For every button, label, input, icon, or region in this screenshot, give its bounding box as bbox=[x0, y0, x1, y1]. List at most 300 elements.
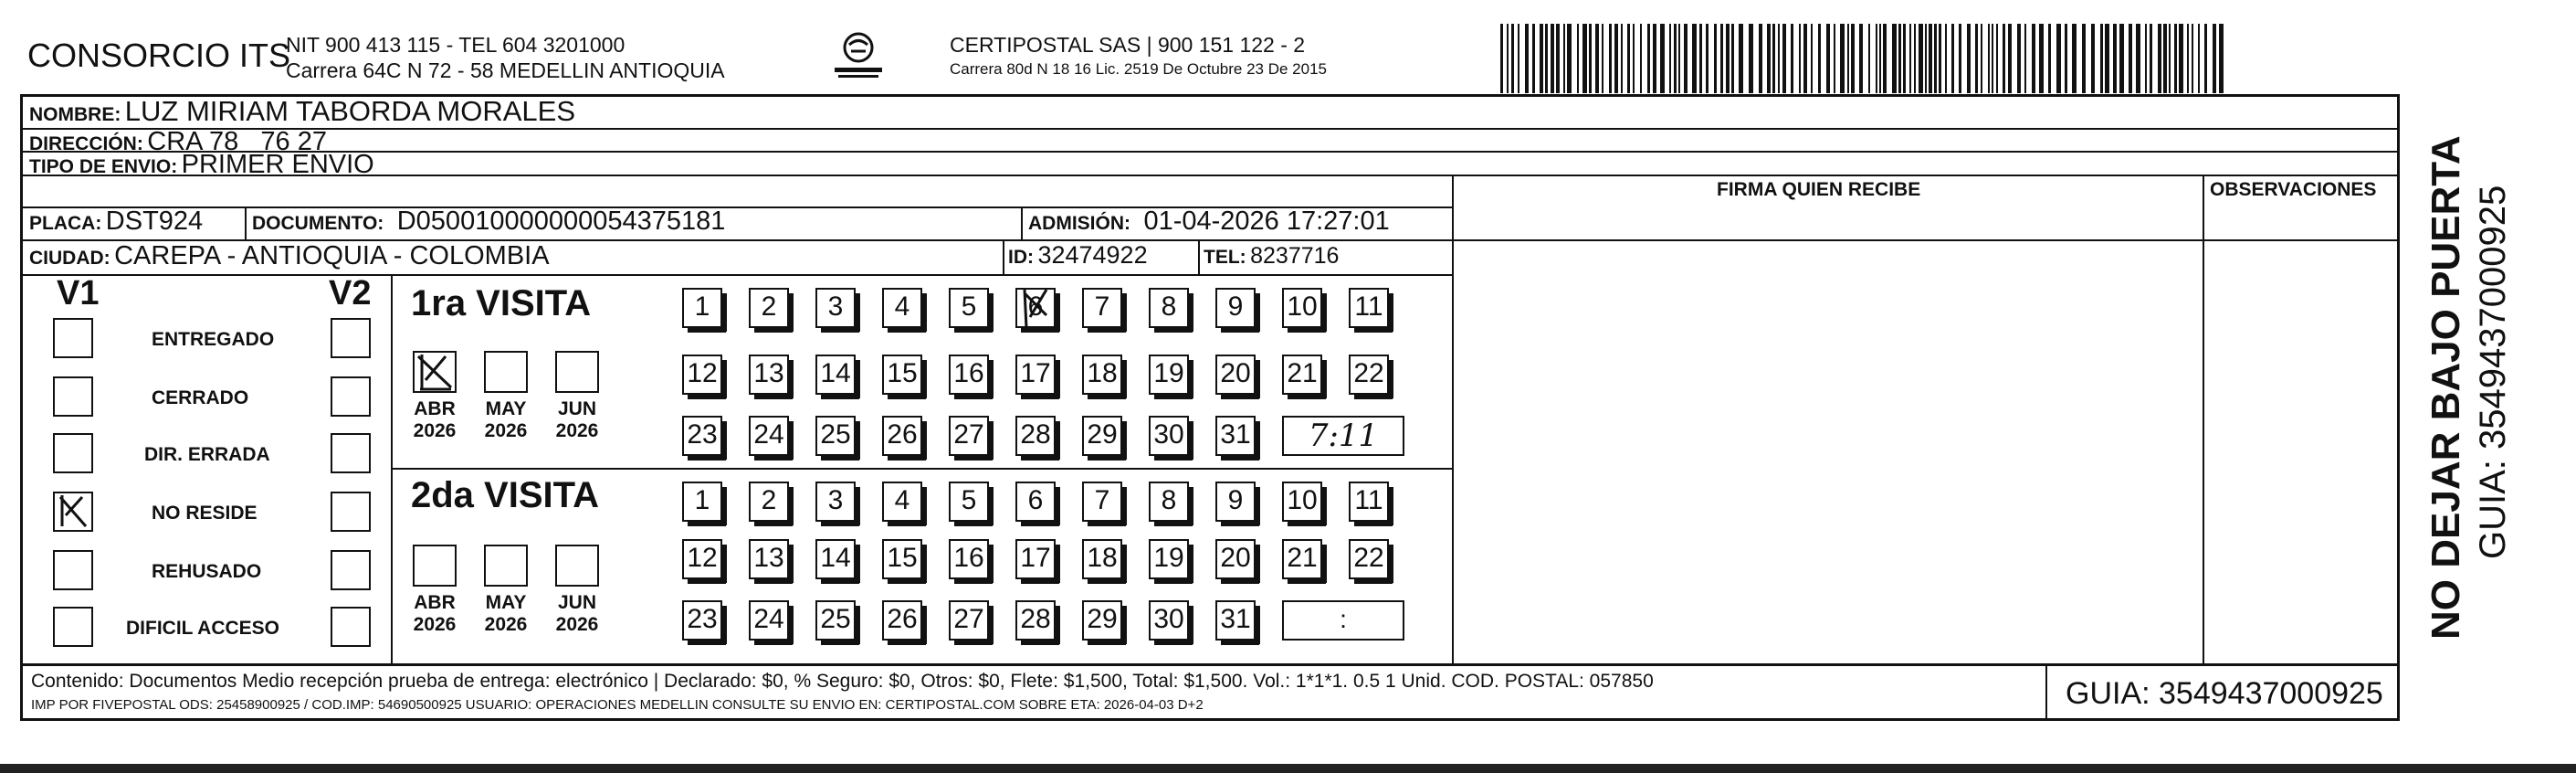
barcode-bar bbox=[1967, 24, 1971, 93]
ciudad-value: CAREPA - ANTIOQUIA - COLOMBIA bbox=[114, 241, 550, 270]
visit2-title: 2da VISITA bbox=[411, 475, 599, 515]
day-box-16[interactable]: 16 bbox=[949, 355, 989, 395]
month-year: 2026 bbox=[484, 614, 528, 635]
observaciones-header: OBSERVACIONES bbox=[2210, 179, 2377, 200]
month-checkbox-jun[interactable] bbox=[555, 545, 599, 587]
day-box-24[interactable]: 24 bbox=[749, 600, 789, 641]
box-shadow bbox=[922, 421, 927, 460]
check-mark-icon bbox=[415, 353, 455, 391]
tel-row bbox=[1204, 243, 1339, 270]
status-label: NO RESIDE bbox=[152, 503, 258, 524]
box-shadow bbox=[856, 421, 860, 460]
box-shadow bbox=[1088, 579, 1126, 584]
status-label: DIFICIL ACCESO bbox=[126, 618, 280, 639]
barcode-bar bbox=[1791, 24, 1793, 93]
side-guia: GUIA: 3549437000925 bbox=[2473, 185, 2513, 559]
day-box-3[interactable]: 3 bbox=[815, 288, 856, 328]
barcode-bar bbox=[2105, 24, 2109, 93]
box-shadow bbox=[722, 606, 727, 644]
box-shadow bbox=[954, 328, 993, 333]
bottom-edge bbox=[0, 764, 2576, 773]
admision-label: ADMISIÓN: bbox=[1028, 213, 1130, 234]
day-box-6[interactable]: 6 bbox=[1015, 482, 1056, 522]
day-box-25[interactable]: 25 bbox=[815, 416, 856, 456]
box-shadow bbox=[954, 641, 993, 645]
day-box-26[interactable]: 26 bbox=[882, 600, 922, 641]
status-v1-checkbox[interactable] bbox=[53, 607, 93, 647]
box-shadow bbox=[1122, 545, 1127, 583]
day-box-29[interactable]: 29 bbox=[1082, 416, 1122, 456]
box-shadow bbox=[789, 293, 794, 332]
day-box-13[interactable]: 13 bbox=[749, 355, 789, 395]
day-box-19[interactable]: 19 bbox=[1149, 539, 1189, 579]
barcode-bar bbox=[1909, 24, 1911, 93]
box-shadow bbox=[922, 545, 927, 583]
day-box-30[interactable]: 30 bbox=[1149, 416, 1189, 456]
month-checkbox-may[interactable] bbox=[484, 545, 528, 587]
day-box-2[interactable]: 2 bbox=[749, 482, 789, 522]
box-shadow bbox=[722, 293, 727, 332]
footer-imp: IMP POR FIVEPOSTAL ODS: 25458900925 / COD.IMP: 54690500925 USUARIO: OPERACIONES MEDELLIN CONSULTE SU ENVIO EN: CERTIPOSTAL.COM SOBRE ETA: 2026-04-03 D+2 bbox=[31, 697, 1204, 713]
visit1-title: 1ra VISITA bbox=[411, 283, 592, 323]
day-box-28[interactable]: 28 bbox=[1015, 600, 1056, 641]
month-name: JUN bbox=[557, 592, 596, 613]
status-v1-checkbox[interactable] bbox=[53, 318, 93, 358]
box-shadow bbox=[1122, 606, 1127, 644]
company-nit: NIT 900 413 115 - TEL 604 3201000 bbox=[286, 33, 626, 57]
box-shadow bbox=[1122, 293, 1127, 332]
barcode-bar bbox=[2158, 24, 2161, 93]
day-box-20[interactable]: 20 bbox=[1215, 355, 1256, 395]
barcode-bar bbox=[1811, 24, 1813, 93]
box-shadow bbox=[1354, 328, 1393, 333]
box-shadow bbox=[1389, 360, 1393, 398]
day-box-8[interactable]: 8 bbox=[1149, 288, 1189, 328]
month-checkbox-abr[interactable] bbox=[413, 545, 457, 587]
barcode-bar bbox=[1714, 24, 1717, 93]
box-shadow bbox=[954, 579, 993, 584]
direccion-label: DIRECCIÓN: bbox=[29, 133, 143, 154]
box-shadow bbox=[1354, 395, 1393, 399]
barcode-bar bbox=[2174, 24, 2177, 93]
box-shadow bbox=[1088, 641, 1126, 645]
barcode-bar bbox=[1981, 24, 1982, 93]
footer-content: Contenido: Documentos Medio recepción prueba de entrega: electrónico | Declarado: $0, % Seguro: $0, Otros: $0, Flete: $1,500, Total: $1,500. Vol.: 1*1*1. 0.5 1 Unid. COD. POSTAL: 057850 bbox=[31, 671, 1654, 692]
day-box-19[interactable]: 19 bbox=[1149, 355, 1189, 395]
barcode-bar bbox=[1577, 24, 1579, 93]
box-shadow bbox=[1021, 395, 1059, 399]
box-shadow bbox=[1154, 328, 1193, 333]
day-box-30[interactable]: 30 bbox=[1149, 600, 1189, 641]
barcode-bar bbox=[1674, 24, 1677, 93]
barcode-bar bbox=[1589, 24, 1592, 93]
month-year: 2026 bbox=[555, 420, 599, 441]
box-shadow bbox=[789, 487, 794, 525]
box-shadow bbox=[1189, 606, 1193, 644]
box-shadow bbox=[1288, 579, 1326, 584]
barcode-bar bbox=[1678, 24, 1680, 93]
box-shadow bbox=[1021, 328, 1059, 333]
box-shadow bbox=[1088, 522, 1126, 526]
box-shadow bbox=[722, 545, 727, 583]
tipo-row bbox=[29, 150, 374, 180]
month-name: MAY bbox=[485, 592, 527, 613]
box-shadow bbox=[1389, 487, 1393, 525]
ciudad-row bbox=[29, 241, 550, 271]
box-shadow bbox=[1056, 360, 1060, 398]
day-box-17[interactable]: 17 bbox=[1015, 355, 1056, 395]
barcode-bar bbox=[1988, 24, 1990, 93]
box-shadow bbox=[1322, 360, 1327, 398]
day-box-7[interactable]: 7 bbox=[1082, 288, 1122, 328]
month-name: MAY bbox=[485, 398, 527, 419]
day-box-23[interactable]: 23 bbox=[682, 600, 722, 641]
barcode bbox=[1500, 24, 2228, 93]
box-shadow bbox=[856, 606, 860, 644]
box-shadow bbox=[754, 641, 793, 645]
month-name: JUN bbox=[557, 398, 596, 419]
box-shadow bbox=[1322, 545, 1327, 583]
placa-value: DST924 bbox=[105, 206, 204, 236]
day-box-27[interactable]: 27 bbox=[949, 416, 989, 456]
barcode-bar bbox=[2198, 24, 2200, 93]
month-label bbox=[478, 592, 533, 636]
barcode-bar bbox=[1614, 24, 1618, 93]
barcode-bar bbox=[1507, 24, 1509, 93]
box-shadow bbox=[722, 421, 727, 460]
box-shadow bbox=[754, 456, 793, 461]
day-box-11[interactable]: 11 bbox=[1349, 482, 1389, 522]
barcode-bar bbox=[1799, 24, 1801, 93]
day-box-18[interactable]: 18 bbox=[1082, 355, 1122, 395]
id-value: 32474922 bbox=[1037, 241, 1148, 269]
box-shadow bbox=[1088, 456, 1126, 461]
barcode-bar bbox=[1525, 24, 1529, 93]
barcode-bar bbox=[1834, 24, 1835, 93]
barcode-bar bbox=[1939, 24, 1941, 93]
ciudad-label: CIUDAD: bbox=[29, 248, 110, 269]
box-shadow bbox=[1288, 395, 1326, 399]
v1-label: V1 bbox=[57, 274, 100, 312]
day-box-22[interactable]: 22 bbox=[1349, 355, 1389, 395]
day-box-12[interactable]: 12 bbox=[682, 539, 722, 579]
barcode-bar bbox=[1609, 24, 1612, 93]
box-shadow bbox=[789, 606, 794, 644]
barcode-bar bbox=[1934, 24, 1937, 93]
barcode-bar bbox=[1669, 24, 1671, 93]
box-shadow bbox=[1221, 522, 1259, 526]
box-shadow bbox=[1056, 606, 1060, 644]
barcode-bar bbox=[1898, 24, 1901, 93]
box-shadow bbox=[856, 360, 860, 398]
barcode-bar bbox=[2091, 24, 2095, 93]
status-label: ENTREGADO bbox=[152, 329, 275, 350]
barcode-bar bbox=[1772, 24, 1775, 93]
day-box-11[interactable]: 11 bbox=[1349, 288, 1389, 328]
day-box-4[interactable]: 4 bbox=[882, 482, 922, 522]
box-shadow bbox=[1154, 641, 1193, 645]
barcode-bar bbox=[2204, 24, 2207, 93]
barcode-bar bbox=[2100, 24, 2103, 93]
box-shadow bbox=[954, 456, 993, 461]
barcode-bar bbox=[1511, 24, 1514, 93]
status-v1-checkbox[interactable] bbox=[53, 376, 93, 417]
box-shadow bbox=[856, 293, 860, 332]
day-box-13[interactable]: 13 bbox=[749, 539, 789, 579]
barcode-bar bbox=[1782, 24, 1786, 93]
tel-value: 8237716 bbox=[1250, 243, 1340, 269]
barcode-bar bbox=[1945, 24, 1947, 93]
day-box-5[interactable]: 5 bbox=[949, 482, 989, 522]
month-label bbox=[478, 398, 533, 442]
status-v2-checkbox[interactable] bbox=[331, 376, 371, 417]
box-shadow bbox=[1088, 395, 1126, 399]
barcode-bar bbox=[2119, 24, 2124, 93]
barcode-bar bbox=[1684, 24, 1688, 93]
box-shadow bbox=[754, 522, 793, 526]
status-v2-checkbox[interactable] bbox=[331, 550, 371, 590]
barcode-bar bbox=[1500, 24, 1503, 93]
month-checkbox-abr[interactable] bbox=[413, 351, 457, 393]
status-v2-checkbox[interactable] bbox=[331, 433, 371, 473]
barcode-bar bbox=[1851, 24, 1855, 93]
status-label: CERRADO bbox=[152, 387, 249, 408]
barcode-bar bbox=[1959, 24, 1961, 93]
carrier-logo bbox=[829, 29, 888, 82]
barcode-bar bbox=[1660, 24, 1665, 93]
month-checkbox-jun[interactable] bbox=[555, 351, 599, 393]
box-shadow bbox=[1122, 360, 1127, 398]
company-name: CONSORCIO ITS bbox=[27, 37, 291, 74]
day-box-1[interactable]: 1 bbox=[682, 482, 722, 522]
day-box-14[interactable]: 14 bbox=[815, 355, 856, 395]
footer-guia: GUIA: 3549437000925 bbox=[2066, 676, 2383, 711]
day-box-2[interactable]: 2 bbox=[749, 288, 789, 328]
barcode-bar bbox=[2065, 24, 2067, 93]
box-shadow bbox=[888, 456, 926, 461]
day-box-9[interactable]: 9 bbox=[1215, 288, 1256, 328]
barcode-bar bbox=[2163, 24, 2167, 93]
box-shadow bbox=[1154, 456, 1193, 461]
box-shadow bbox=[688, 522, 726, 526]
box-shadow bbox=[1021, 579, 1059, 584]
barcode-bar bbox=[1929, 24, 1932, 93]
box-shadow bbox=[1056, 421, 1060, 460]
box-shadow bbox=[821, 395, 859, 399]
status-v2-checkbox[interactable] bbox=[331, 318, 371, 358]
barcode-bar bbox=[2129, 24, 2132, 93]
box-shadow bbox=[1056, 545, 1060, 583]
day-box-7[interactable]: 7 bbox=[1082, 482, 1122, 522]
day-box-17[interactable]: 17 bbox=[1015, 539, 1056, 579]
box-shadow bbox=[722, 487, 727, 525]
box-shadow bbox=[856, 487, 860, 525]
barcode-bar bbox=[2032, 24, 2035, 93]
month-label bbox=[550, 592, 605, 636]
barcode-bar bbox=[1951, 24, 1954, 93]
barcode-bar bbox=[1726, 24, 1730, 93]
barcode-bar bbox=[1556, 24, 1560, 93]
day-box-20[interactable]: 20 bbox=[1215, 539, 1256, 579]
barcode-bar bbox=[1879, 24, 1881, 93]
box-shadow bbox=[688, 579, 726, 584]
barcode-bar bbox=[2024, 24, 2026, 93]
status-v2-checkbox[interactable] bbox=[331, 607, 371, 647]
barcode-bar bbox=[1692, 24, 1697, 93]
day-box-9[interactable]: 9 bbox=[1215, 482, 1256, 522]
barcode-bar bbox=[1992, 24, 1993, 93]
barcode-bar bbox=[1859, 24, 1863, 93]
barcode-bar bbox=[1731, 24, 1734, 93]
day-box-3[interactable]: 3 bbox=[815, 482, 856, 522]
day-box-24[interactable]: 24 bbox=[749, 416, 789, 456]
box-shadow bbox=[888, 522, 926, 526]
tipo-label: TIPO DE ENVIO: bbox=[29, 156, 178, 177]
barcode-bar bbox=[1826, 24, 1830, 93]
box-shadow bbox=[888, 395, 926, 399]
barcode-bar bbox=[1868, 24, 1870, 93]
barcode-bar bbox=[1653, 24, 1656, 93]
box-shadow bbox=[1021, 641, 1059, 645]
box-shadow bbox=[1021, 522, 1059, 526]
box-shadow bbox=[922, 293, 927, 332]
box-shadow bbox=[1256, 487, 1260, 525]
box-shadow bbox=[1322, 487, 1327, 525]
status-v1-checkbox[interactable] bbox=[53, 550, 93, 590]
box-shadow bbox=[1256, 421, 1260, 460]
day-box-18[interactable]: 18 bbox=[1082, 539, 1122, 579]
box-shadow bbox=[789, 360, 794, 398]
box-shadow bbox=[1154, 395, 1193, 399]
day-box-10[interactable]: 10 bbox=[1282, 288, 1322, 328]
box-shadow bbox=[989, 293, 994, 332]
box-shadow bbox=[789, 421, 794, 460]
barcode-bar bbox=[2136, 24, 2140, 93]
documento-value: D050010000000054375181 bbox=[396, 206, 726, 236]
day-box-31[interactable]: 31 bbox=[1215, 416, 1256, 456]
status-v1-checkbox[interactable] bbox=[53, 433, 93, 473]
barcode-bar bbox=[2169, 24, 2171, 93]
day-box-29[interactable]: 29 bbox=[1082, 600, 1122, 641]
status-label: DIR. ERRADA bbox=[144, 444, 270, 465]
day-box-26[interactable]: 26 bbox=[882, 416, 922, 456]
barcode-bar bbox=[1739, 24, 1743, 93]
day-box-21[interactable]: 21 bbox=[1282, 539, 1322, 579]
day-box-27[interactable]: 27 bbox=[949, 600, 989, 641]
day-box-22[interactable]: 22 bbox=[1349, 539, 1389, 579]
barcode-bar bbox=[1567, 24, 1572, 93]
box-shadow bbox=[688, 641, 726, 645]
check-mark-icon bbox=[1015, 288, 1056, 328]
box-shadow bbox=[1122, 487, 1127, 525]
barcode-bar bbox=[2113, 24, 2117, 93]
day-box-23[interactable]: 23 bbox=[682, 416, 722, 456]
day-box-4[interactable]: 4 bbox=[882, 288, 922, 328]
barcode-bar bbox=[2187, 24, 2189, 93]
day-box-15[interactable]: 15 bbox=[882, 539, 922, 579]
day-box-15[interactable]: 15 bbox=[882, 355, 922, 395]
box-shadow bbox=[954, 522, 993, 526]
day-box-16[interactable]: 16 bbox=[949, 539, 989, 579]
barcode-bar bbox=[2003, 24, 2005, 93]
nombre-row bbox=[29, 95, 575, 128]
box-shadow bbox=[1088, 328, 1126, 333]
day-box-31[interactable]: 31 bbox=[1215, 600, 1256, 641]
box-shadow bbox=[954, 395, 993, 399]
box-shadow bbox=[989, 487, 994, 525]
month-label bbox=[550, 398, 605, 442]
day-box-5[interactable]: 5 bbox=[949, 288, 989, 328]
day-box-14[interactable]: 14 bbox=[815, 539, 856, 579]
barcode-bar bbox=[1621, 24, 1623, 93]
barcode-bar bbox=[1640, 24, 1642, 93]
status-v2-checkbox[interactable] bbox=[331, 492, 371, 532]
day-box-10[interactable]: 10 bbox=[1282, 482, 1322, 522]
documento-row bbox=[252, 206, 725, 237]
day-box-8[interactable]: 8 bbox=[1149, 482, 1189, 522]
box-shadow bbox=[1189, 293, 1193, 332]
day-box-28[interactable]: 28 bbox=[1015, 416, 1056, 456]
box-shadow bbox=[1256, 606, 1260, 644]
month-label bbox=[407, 592, 462, 636]
firma-header: FIRMA QUIEN RECIBE bbox=[1717, 179, 1921, 200]
box-shadow bbox=[1189, 487, 1193, 525]
barcode-bar bbox=[1903, 24, 1906, 93]
barcode-bar bbox=[2017, 24, 2021, 93]
box-shadow bbox=[821, 579, 859, 584]
barcode-bar bbox=[2072, 24, 2077, 93]
barcode-bar bbox=[2150, 24, 2152, 93]
barcode-bar bbox=[1883, 24, 1887, 93]
box-shadow bbox=[1256, 545, 1260, 583]
box-shadow bbox=[1221, 641, 1259, 645]
box-shadow bbox=[1288, 328, 1326, 333]
box-shadow bbox=[989, 545, 994, 583]
box-shadow bbox=[1122, 421, 1127, 460]
check-mark-icon bbox=[55, 493, 91, 530]
id-label: ID: bbox=[1008, 247, 1034, 268]
status-v1-checkbox[interactable] bbox=[53, 492, 93, 532]
barcode-bar bbox=[1914, 24, 1916, 93]
barcode-bar bbox=[1925, 24, 1927, 93]
barcode-bar bbox=[2048, 24, 2051, 93]
day-box-21[interactable]: 21 bbox=[1282, 355, 1322, 395]
box-shadow bbox=[722, 360, 727, 398]
box-shadow bbox=[1256, 293, 1260, 332]
day-box-1[interactable]: 1 bbox=[682, 288, 722, 328]
month-checkbox-may[interactable] bbox=[484, 351, 528, 393]
box-shadow bbox=[1021, 456, 1059, 461]
box-shadow bbox=[1056, 293, 1060, 332]
tel-label: TEL: bbox=[1204, 247, 1246, 268]
time-field[interactable]: 7:11 bbox=[1282, 416, 1404, 456]
tipo-value: PRIMER ENVIO bbox=[181, 150, 374, 179]
barcode-bar bbox=[1545, 24, 1548, 93]
box-shadow bbox=[1389, 293, 1393, 332]
barcode-bar bbox=[2192, 24, 2193, 93]
box-shadow bbox=[1189, 421, 1193, 460]
status-label: REHUSADO bbox=[152, 561, 262, 582]
time-field[interactable]: : bbox=[1282, 600, 1404, 641]
day-box-12[interactable]: 12 bbox=[682, 355, 722, 395]
barcode-bar bbox=[1518, 24, 1519, 93]
box-shadow bbox=[989, 360, 994, 398]
box-shadow bbox=[1221, 395, 1259, 399]
documento-label: DOCUMENTO: bbox=[252, 213, 384, 234]
box-shadow bbox=[1256, 360, 1260, 398]
day-box-25[interactable]: 25 bbox=[815, 600, 856, 641]
day-box-6[interactable]: 6 bbox=[1015, 288, 1056, 328]
